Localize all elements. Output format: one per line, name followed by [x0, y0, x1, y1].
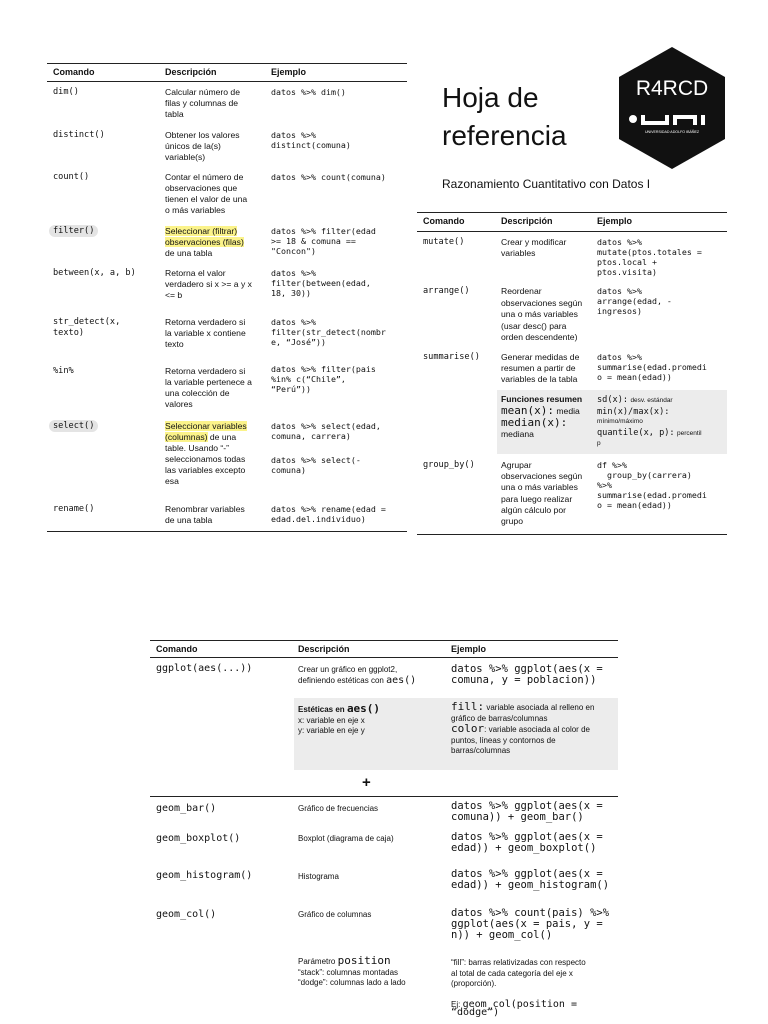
header-comando-2: Comando [423, 216, 465, 226]
table-2-header [417, 212, 727, 230]
header-comando-3: Comando [156, 644, 198, 654]
ex-geom-bar: datos %>% ggplot(aes(x = comuna)) + geom_bar() [451, 800, 603, 823]
table-3-header [150, 640, 618, 658]
cmd-distinct: distinct() [53, 130, 105, 140]
desc-between: Retorna el valor verdadero si x >= a y x <= b [165, 268, 252, 300]
table-2-header-rule [417, 231, 727, 232]
cmd-rename: rename() [53, 504, 95, 514]
desc-geom-bar: Gráfico de frecuencias [298, 804, 379, 813]
table-1-header-rule [47, 81, 407, 82]
cmd-geom-bar: geom_bar() [156, 803, 217, 814]
table-1-bottom-rule [47, 531, 407, 532]
desc-rename: Renombrar variables de una tabla [165, 504, 245, 525]
ex-summarise: datos %>% summarise(edad.promedi o = mean(edad)) [597, 352, 707, 382]
desc-ggplot: Crear un gráfico en ggplot2, definiendo estéticas con aes() [298, 665, 417, 686]
header-ejemplo-2: Ejemplo [597, 216, 633, 226]
ex-between: datos %>% filter(between(edad, 18, 30)) [271, 268, 371, 298]
header-comando: Comando [53, 67, 95, 77]
ex-group-by: df %>% group_by(carrera) %>% summarise(edad.promedi o = mean(edad)) [597, 460, 707, 510]
ex-in: datos %>% filter(pais %in% c(“Chile”, “Perú”)) [271, 364, 376, 394]
ex-geom-histogram: datos %>% ggplot(aes(x = edad)) + geom_histogram() [451, 868, 610, 891]
desc-select: Seleccionar variables (columnas) de una table. Usando “-” seleccionamos todas las variables excepto esa [165, 421, 247, 486]
desc-dim: Calcular número de filas y columnas de tabla [165, 87, 240, 119]
cmd-arrange: arrange() [423, 286, 470, 296]
header-descripcion-3: Descripción [298, 644, 350, 654]
cmd-count: count() [53, 172, 90, 182]
ex-distinct: datos %>% distinct(comuna) [271, 130, 351, 150]
funciones-resumen-ex: sd(x): desv. estándar min(x)/max(x): mínimo/máximo quantile(x, p): percentil p [597, 395, 702, 447]
desc-group-by: Agrupar observaciones según una o más variables para luego realizar algún cálculo por grupo [501, 460, 583, 527]
plus-sign: + [362, 774, 371, 791]
esteticas-ex: fill: variable asociada al relleno en gráfico de barras/columnas color: variable asociada al color de puntos, líneas y contornos de barras/columnas [451, 700, 595, 755]
table-3-plus-rule [150, 796, 618, 797]
cmd-geom-col: geom_col() [156, 909, 217, 920]
logo-text: R4RCD [635, 77, 709, 100]
desc-geom-histogram: Histograma [298, 872, 339, 881]
ex-dim: datos %>% dim() [271, 87, 346, 97]
cmd-group-by: group_by() [423, 460, 475, 470]
ex-select: datos %>% select(edad, comuna, carrera) [271, 421, 381, 441]
ex-arrange: datos %>% arrange(edad, - ingresos) [597, 286, 672, 316]
cmd-between: between(x, a, b) [53, 268, 136, 278]
cmd-filter: filter() [49, 226, 98, 237]
esteticas-desc: Estéticas en aes() x: variable en eje x y: variable en eje y [298, 702, 381, 735]
desc-distinct: Obtener los valores únicos de la(s) variable(s) [165, 130, 240, 162]
desc-arrange: Reordenar observaciones según una o más variables (usar desc() para orden descendente) [501, 286, 583, 342]
ex-geom-col: datos %>% count(pais) %>% ggplot(aes(x = pais, y = n)) + geom_col() [451, 907, 610, 941]
desc-summarise: Generar medidas de resumen a partir de variables de la tabla [501, 352, 580, 384]
cmd-in: %in% [53, 366, 74, 376]
cmd-dim: dim() [53, 87, 79, 97]
ex-ggplot: datos %>% ggplot(aes(x = comuna, y = poblacion)) [451, 663, 603, 686]
table-3-header-rule [150, 657, 618, 658]
table-2 [417, 212, 727, 536]
desc-geom-col: Gráfico de columnas [298, 910, 372, 919]
desc-mutate: Crear y modificar variables [501, 237, 567, 258]
ex-select-2: datos %>% select(- comuna) [271, 455, 361, 475]
page-subtitle: Razonamiento Cuantitativo con Datos I [442, 177, 651, 191]
table-3 [150, 640, 618, 1024]
r4rcd-logo [617, 45, 727, 171]
ex-filter: datos %>% filter(edad >= 18 & comuna == "Concon") [271, 226, 376, 256]
ex-position: “fill”: barras relativizadas con respecto al total de cada categoría del eje x (proporción). Ej: geom_col(position = “dodge”) [451, 958, 586, 1018]
desc-str-detect: Retorna verdadero si la variable x contiene texto [165, 317, 246, 349]
table-1 [47, 63, 407, 533]
table-2-bottom-rule [417, 534, 727, 535]
header-descripcion: Descripción [165, 67, 217, 77]
page-title: Hoja de referencia [442, 82, 567, 151]
header-descripcion-2: Descripción [501, 216, 553, 226]
ex-geom-boxplot: datos %>% ggplot(aes(x = edad)) + geom_boxplot() [451, 831, 603, 854]
desc-geom-boxplot: Boxplot (diagrama de caja) [298, 834, 394, 843]
ex-str-detect: datos %>% filter(str_detect(nombr e, “José”)) [271, 317, 386, 347]
cmd-geom-boxplot: geom_boxplot() [156, 833, 241, 844]
desc-in: Retorna verdadero si la variable pertenece a una colección de valores [165, 366, 252, 409]
ex-mutate: datos %>% mutate(ptos.totales = ptos.local + ptos.visita) [597, 237, 702, 277]
desc-filter: Seleccionar (filtrar) observaciones (filas) de una tabla [165, 226, 244, 258]
logo-hexagon [619, 47, 725, 169]
cmd-str-detect: str_detect(x, texto) [53, 317, 121, 338]
cmd-mutate: mutate() [423, 237, 465, 247]
cmd-summarise: summarise() [423, 352, 480, 362]
funciones-resumen-desc: Funciones resumen mean(x): media median(x): mediana [501, 394, 583, 439]
ex-rename: datos %>% rename(edad = edad.del.individuo) [271, 504, 386, 524]
desc-position: Parámetro position “stack”: columnas montadas “dodge”: columnas lado a lado [298, 954, 406, 987]
ex-count: datos %>% count(comuna) [271, 172, 386, 182]
desc-count: Contar el número de observaciones que tienen el valor de una o más variables [165, 172, 248, 215]
logo-university: UNIVERSIDAD ADOLFO IBÁÑEZ [644, 130, 700, 134]
cmd-geom-histogram: geom_histogram() [156, 870, 253, 881]
header-ejemplo-3: Ejemplo [451, 644, 487, 654]
cmd-select: select() [49, 421, 98, 432]
header-ejemplo: Ejemplo [271, 67, 307, 77]
cmd-ggplot: ggplot(aes(...)) [156, 663, 253, 674]
table-1-header [47, 63, 407, 81]
